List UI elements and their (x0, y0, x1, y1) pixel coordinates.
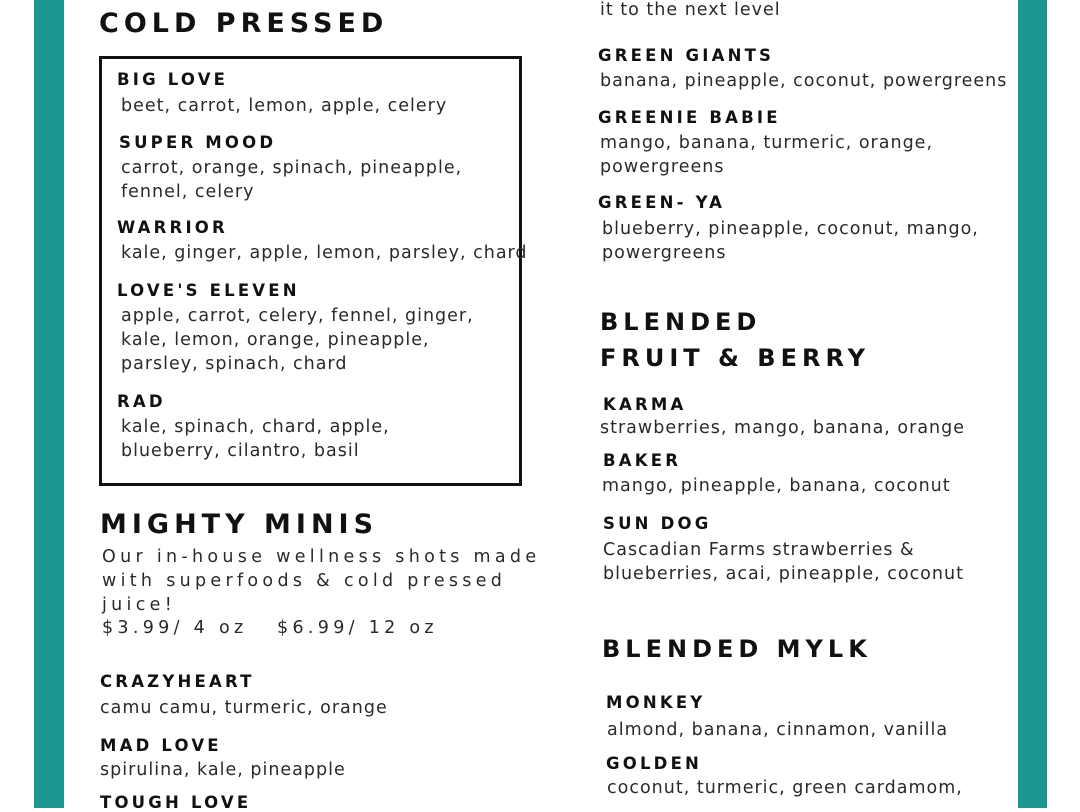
item-ingredients: powergreens (602, 243, 727, 263)
item-ingredients: Cascadian Farms strawberries & (603, 540, 915, 560)
item-name: BIG LOVE (117, 70, 229, 89)
item-ingredients: kale, spinach, chard, apple, (121, 417, 390, 437)
item-name: CRAZYHEART (100, 672, 255, 691)
item-ingredients: powergreens (600, 157, 725, 177)
continued-text: it to the next level (600, 0, 781, 20)
mighty-minis-heading: MIGHTY MINIS (100, 509, 379, 540)
item-name: WARRIOR (117, 218, 228, 237)
item-ingredients: carrot, orange, spinach, pineapple, (121, 158, 463, 178)
item-ingredients: camu camu, turmeric, orange (100, 698, 388, 718)
item-name: TOUGH LOVE (100, 793, 252, 812)
mighty-minis-description: Our in-house wellness shots made (102, 547, 541, 567)
item-ingredients: parsley, spinach, chard (121, 354, 348, 374)
left-accent-bar (34, 0, 64, 808)
item-ingredients: strawberries, mango, banana, orange (600, 418, 966, 438)
item-ingredients: blueberry, pineapple, coconut, mango, (602, 219, 979, 239)
item-ingredients: kale, ginger, apple, lemon, parsley, chard (121, 243, 528, 263)
item-ingredients: mango, pineapple, banana, coconut (602, 476, 951, 496)
item-ingredients: coconut, turmeric, green cardamom, (607, 778, 963, 798)
item-ingredients: spirulina, kale, pineapple (100, 760, 346, 780)
item-ingredients: blueberry, cilantro, basil (121, 441, 360, 461)
item-name: MAD LOVE (100, 736, 222, 755)
item-name: BAKER (603, 451, 682, 470)
item-ingredients: almond, banana, cinnamon, vanilla (607, 720, 949, 740)
item-ingredients: apple, carrot, celery, fennel, ginger, (121, 306, 474, 326)
item-ingredients: kale, lemon, orange, pineapple, (121, 330, 430, 350)
item-ingredients: banana, pineapple, coconut, powergreens (600, 71, 1008, 91)
item-name: SUPER MOOD (119, 133, 277, 152)
mighty-minis-prices: $3.99/ 4 oz $6.99/ 12 oz (102, 618, 438, 638)
item-name: RAD (117, 392, 166, 411)
item-name: GREEN GIANTS (598, 46, 775, 65)
item-ingredients: beet, carrot, lemon, apple, celery (121, 96, 448, 116)
item-ingredients: fennel, celery (121, 182, 255, 202)
item-name: MONKEY (606, 693, 706, 712)
item-name: LOVE'S ELEVEN (117, 281, 300, 300)
item-name: GREENIE BABIE (598, 108, 781, 127)
item-name: GOLDEN (606, 754, 703, 773)
fruit-berry-heading-line1: BLENDED (600, 308, 762, 336)
mighty-minis-description: juice! (102, 595, 177, 615)
item-name: SUN DOG (603, 514, 712, 533)
right-accent-bar (1018, 0, 1047, 808)
mighty-minis-description: with superfoods & cold pressed (102, 571, 507, 591)
item-ingredients: mango, banana, turmeric, orange, (600, 133, 934, 153)
fruit-berry-heading-line2: FRUIT & BERRY (600, 344, 871, 372)
item-ingredients: blueberries, acai, pineapple, coconut (603, 564, 964, 584)
blended-mylk-heading: BLENDED MYLK (602, 635, 872, 663)
item-name: GREEN- YA (598, 193, 726, 212)
item-name: KARMA (603, 395, 687, 414)
cold-pressed-heading: COLD PRESSED (99, 8, 389, 39)
